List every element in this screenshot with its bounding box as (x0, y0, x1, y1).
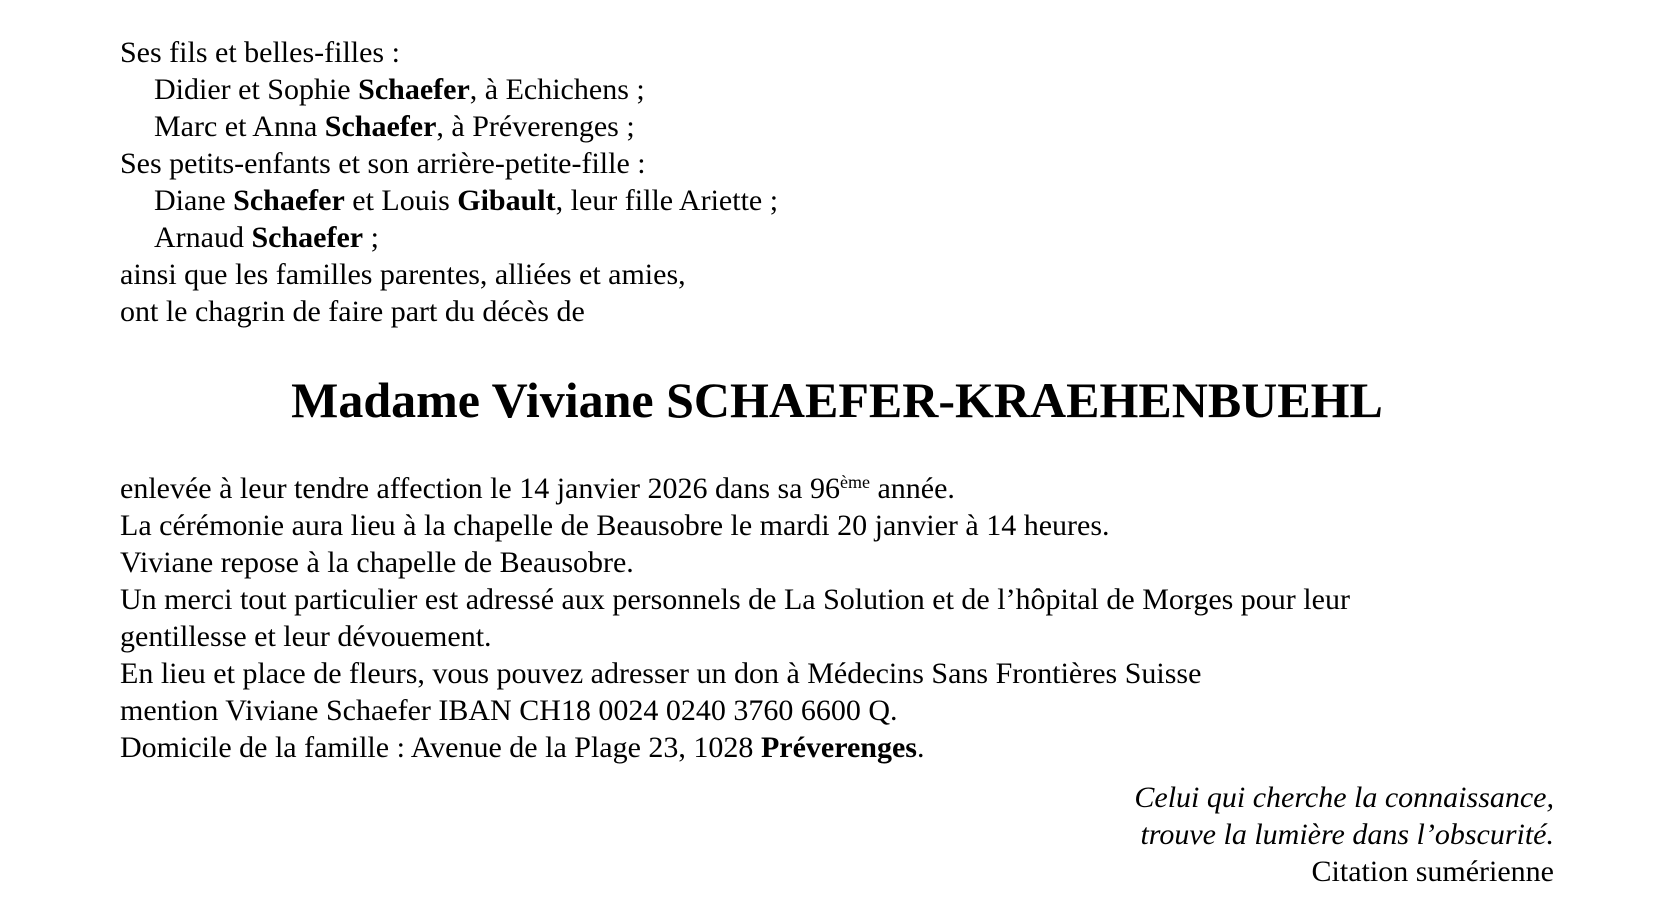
text-line (120, 581, 1554, 618)
text-segment: Préverenges (760, 731, 917, 764)
text-segment: , à Préverenges ; (436, 110, 635, 143)
text-segment: La cérémonie aura lieu à la chapelle de Beausobre le mardi 20 janvier à 14 heures. (120, 509, 1110, 542)
text-line (120, 219, 1554, 256)
text-line (120, 544, 1554, 581)
text-segment: . (916, 731, 925, 764)
text-segment: Schaefer (324, 110, 437, 143)
text-line (120, 729, 1554, 766)
text-line (120, 256, 1554, 293)
family-intro-block (120, 34, 1554, 330)
text-segment: En lieu et place de fleurs, vous pouvez adresser un don à Médecins Sans Frontières Suisse (120, 657, 1202, 690)
text-segment: gentillesse et leur dévouement. (120, 620, 492, 653)
text-segment: Ses fils et belles-filles : (120, 36, 400, 69)
text-line (120, 816, 1554, 853)
text-segment: Arnaud (154, 221, 252, 254)
text-line (120, 655, 1554, 692)
text-line (120, 293, 1554, 330)
text-segment: , leur fille Ariette ; (555, 184, 779, 217)
text-segment: Diane (154, 184, 234, 217)
text-line (120, 34, 1554, 71)
text-segment: ont le chagrin de faire part du décès de (120, 295, 585, 328)
text-segment: , à Echichens ; (469, 73, 645, 106)
text-segment: Gibault (457, 184, 556, 217)
text-line (120, 145, 1554, 182)
text-segment: ème (840, 472, 870, 493)
text-segment: mention Viviane Schaefer IBAN CH18 0024 0240 3760 6600 Q. (120, 694, 898, 727)
text-segment: ainsi que les familles parentes, alliées et amies, (120, 258, 686, 291)
text-segment: Citation sumérienne (1311, 855, 1554, 888)
text-line (120, 779, 1554, 816)
text-line (120, 853, 1554, 890)
quote-block (120, 779, 1554, 890)
text-line (120, 108, 1554, 145)
text-segment: Viviane repose à la chapelle de Beausobre. (120, 546, 634, 579)
text-line (120, 182, 1554, 219)
deceased-name-title: Madame Viviane SCHAEFER-KRAEHENBUEHL (291, 372, 1383, 428)
text-segment: Domicile de la famille : Avenue de la Plage 23, 1028 (120, 731, 761, 764)
text-segment: Schaefer (251, 221, 364, 254)
text-segment: Ses petits-enfants et son arrière-petite-fille : (120, 147, 646, 180)
text-segment: Didier et Sophie (154, 73, 359, 106)
text-segment: trouve la lumière dans l’obscurité. (1140, 818, 1554, 851)
text-segment: Schaefer (233, 184, 345, 217)
text-segment: Celui qui cherche la connaissance, (1134, 781, 1554, 814)
text-segment: Marc et Anna (154, 110, 325, 143)
text-segment: enlevée à leur tendre affection le 14 janvier 2026 dans sa 96 (120, 472, 840, 505)
text-line (120, 470, 1554, 507)
text-segment: ; (363, 221, 379, 254)
text-segment: et Louis (344, 184, 458, 217)
ceremony-details-block (120, 470, 1554, 766)
text-segment: Un merci tout particulier est adressé aux personnels de La Solution et de l’hôpital de Morges pour leur (120, 583, 1350, 616)
text-line (120, 618, 1554, 655)
text-segment: Schaefer (358, 73, 470, 106)
text-line (120, 507, 1554, 544)
text-segment: année. (869, 472, 955, 505)
text-line (120, 692, 1554, 729)
text-line (120, 71, 1554, 108)
